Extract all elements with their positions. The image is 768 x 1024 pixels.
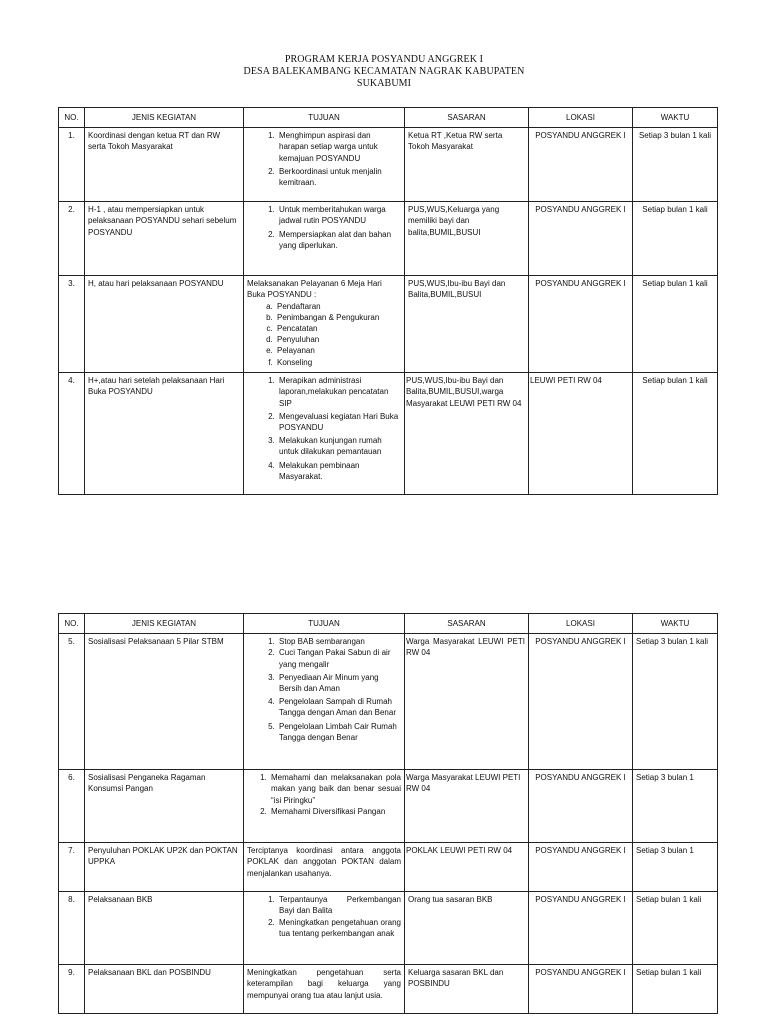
row-number: 8. — [59, 892, 85, 965]
title-line-3: SUKABUMI — [356, 78, 412, 89]
row-waktu: Setiap bulan 1 kali — [633, 373, 718, 495]
row-jenis: Pelaksanaan BKB — [85, 892, 244, 965]
tujuan-item: 1. Stop BAB sembarangan — [277, 636, 401, 647]
header-sasaran: SASARAN — [405, 614, 529, 634]
table-row — [59, 128, 718, 202]
tujuan-item: f. Konseling — [275, 357, 401, 368]
tujuan-item: 1. Untuk memberitahukan warga jadwal rutin POSYANDU — [277, 204, 401, 226]
row-tujuan — [244, 770, 405, 843]
row-number: 7. — [59, 843, 85, 892]
row-lokasi: POSYANDU ANGGREK I — [529, 128, 633, 202]
row-number: 4. — [59, 373, 85, 495]
tujuan-item: 2. Mempersiapkan alat dan bahan yang diperlukan. — [277, 229, 401, 251]
row-jenis: Penyuluhan POKLAK UP2K dan POKTAN UPPKA — [85, 843, 244, 892]
row-lokasi: POSYANDU ANGGREK I — [529, 843, 633, 892]
row-jenis: Sosialisasi Pelaksanaan 5 Pilar STBM — [85, 634, 244, 770]
row-number: 1. — [59, 128, 85, 202]
header-no: NO. — [59, 614, 85, 634]
table-row — [59, 276, 718, 373]
row-number: 5. — [59, 634, 85, 770]
row-sasaran: Orang tua sasaran BKB — [405, 892, 529, 965]
row-tujuan — [244, 892, 405, 965]
row-waktu: Setiap 3 bulan 1 — [633, 843, 718, 892]
row-jenis: Pelaksanaan BKL dan POSBINDU — [85, 965, 244, 1014]
table-row — [59, 843, 718, 892]
table-row — [59, 373, 718, 495]
tujuan-item: 5. Pengelolaan Limbah Cair Rumah Tangga dengan Benar — [277, 721, 401, 743]
row-jenis: Koordinasi dengan ketua RT dan RW serta Tokoh Masyarakat — [85, 128, 244, 202]
table-row — [59, 770, 718, 843]
row-lokasi: POSYANDU ANGGREK I — [529, 770, 633, 843]
tujuan-item: 2. Cuci Tangan Pakai Sabun di air yang mengalir — [277, 647, 401, 669]
row-lokasi: LEUWI PETI RW 04 — [529, 373, 633, 495]
header-tujuan: TUJUAN — [244, 614, 405, 634]
row-sasaran: Keluarga sasaran BKL dan POSBINDU — [405, 965, 529, 1014]
tujuan-item: 2. Memahami Diversifikasi Pangan — [269, 806, 401, 817]
row-sasaran: Warga Masyarakat LEUWI PETI RW 04 — [405, 770, 529, 843]
row-jenis: H-1 , atau mempersiapkan untuk pelaksanaan POSYANDU sehari sebelum POSYANDU — [85, 202, 244, 276]
row-sasaran: PUS,WUS,Ibu-ibu Bayi dan Balita,BUMIL,BUSUI,warga Masyarakat LEUWI PETI RW 04 — [405, 373, 529, 495]
tujuan-item: 2. Mengevaluasi kegiatan Hari Buka POSYANDU — [277, 411, 401, 433]
row-number: 2. — [59, 202, 85, 276]
row-lokasi: POSYANDU ANGGREK I — [529, 276, 633, 373]
header-jenis-kegiatan: JENIS KEGIATAN — [85, 614, 244, 634]
row-waktu: Setiap 3 bulan 1 kali — [633, 128, 718, 202]
document-title — [0, 54, 768, 90]
program-table-1 — [58, 107, 718, 495]
tujuan-item: 3. Melakukan kunjungan rumah untuk dilakukan pemantauan — [277, 435, 401, 457]
tujuan-item: 1. Merapikan administrasi laporan,melakukan pencatatan SIP — [277, 375, 401, 409]
row-lokasi: POSYANDU ANGGREK I — [529, 634, 633, 770]
program-table-2 — [58, 613, 718, 1014]
row-waktu: Setiap 3 bulan 1 — [633, 770, 718, 843]
row-sasaran: PUS,WUS,Ibu-ibu Bayi dan Balita,BUMIL,BUSUI — [405, 276, 529, 373]
row-number: 6. — [59, 770, 85, 843]
row-tujuan — [244, 276, 405, 373]
tujuan-item: 4. Pengelolaan Sampah di Rumah Tangga dengan Aman dan Benar — [277, 696, 401, 718]
tujuan-item: 1. Terpantaunya Perkembangan Bayi dan Balita — [277, 894, 401, 916]
tujuan-item: c. Pencatatan — [275, 323, 401, 334]
header-jenis-kegiatan: JENIS KEGIATAN — [85, 108, 244, 128]
row-lokasi: POSYANDU ANGGREK I — [529, 202, 633, 276]
row-waktu: Setiap bulan 1 kali — [633, 202, 718, 276]
row-waktu: Setiap 3 bulan 1 kali — [633, 634, 718, 770]
header-sasaran: SASARAN — [405, 108, 529, 128]
row-number: 3. — [59, 276, 85, 373]
header-waktu: WAKTU — [633, 614, 718, 634]
header-tujuan: TUJUAN — [244, 108, 405, 128]
row-sasaran: Warga Masyarakat LEUWI PETI RW 04 — [405, 634, 529, 770]
row-tujuan: Meningkatkan pengetahuan serta keterampilan bagi keluarga yang mempunyai orang tua atau lanjut usia. — [244, 965, 405, 1014]
row-jenis: Sosialisasi Penganeka Ragaman Konsumsi Pangan — [85, 770, 244, 843]
row-sasaran: Ketua RT ,Ketua RW serta Tokoh Masyarakat — [405, 128, 529, 202]
tujuan-item: 2. Berkoordinasi untuk menjalin kemitraan. — [277, 166, 401, 188]
table-header-row — [59, 614, 718, 634]
row-tujuan — [244, 373, 405, 495]
row-tujuan — [244, 634, 405, 770]
tujuan-item: 3. Penyediaan Air Minum yang Bersih dan Aman — [277, 672, 401, 694]
title-line-1: PROGRAM KERJA POSYANDU ANGGREK I — [284, 54, 484, 65]
header-waktu: WAKTU — [633, 108, 718, 128]
row-tujuan: Terciptanya koordinasi antara anggota POKLAK dan anggotan POKTAN dalam menjalankan usahanya. — [244, 843, 405, 892]
row-tujuan — [244, 128, 405, 202]
tujuan-item: e. Pelayanan — [275, 345, 401, 356]
row-tujuan — [244, 202, 405, 276]
tujuan-item: d. Penyuluhan — [275, 334, 401, 345]
row-jenis: H+,atau hari setelah pelaksanaan Hari Buka POSYANDU — [85, 373, 244, 495]
header-no: NO. — [59, 108, 85, 128]
header-lokasi: LOKASI — [529, 614, 633, 634]
row-waktu: Setiap bulan 1 kali — [633, 965, 718, 1014]
tujuan-item: 1. Menghimpun aspirasi dan harapan setiap warga untuk kemajuan POSYANDU — [277, 130, 401, 164]
table-row — [59, 965, 718, 1014]
row-lokasi: POSYANDU ANGGREK I — [529, 892, 633, 965]
row-jenis: H, atau hari pelaksanaan POSYANDU — [85, 276, 244, 373]
row-number: 9. — [59, 965, 85, 1014]
row-sasaran: PUS,WUS,Keluarga yang memiliki bayi dan balita,BUMIL,BUSUI — [405, 202, 529, 276]
tujuan-item: a. Pendaftaran — [275, 301, 401, 312]
row-waktu: Setiap bulan 1 kali — [633, 892, 718, 965]
table-row — [59, 202, 718, 276]
tujuan-intro: Melaksanakan Pelayanan 6 Meja Hari Buka POSYANDU : — [247, 279, 382, 300]
header-lokasi: LOKASI — [529, 108, 633, 128]
table-header-row — [59, 108, 718, 128]
row-sasaran: POKLAK LEUWI PETI RW 04 — [405, 843, 529, 892]
tujuan-item: 2. Meningkatkan pengetahuan orang tua tentang perkembangan anak — [277, 917, 401, 939]
title-line-2: DESA BALEKAMBANG KECAMATAN NAGRAK KABUPATEN — [243, 66, 525, 77]
tujuan-item: 4. Melakukan pembinaan Masyarakat. — [277, 460, 401, 482]
row-waktu: Setiap bulan 1 kali — [633, 276, 718, 373]
tujuan-item: b. Penimbangan & Pengukuran — [275, 312, 401, 323]
table-row — [59, 892, 718, 965]
tujuan-item: 1. Memahami dan melaksanakan pola makan yang baik dan benar sesuai “isi Piringku” — [269, 772, 401, 806]
row-lokasi: POSYANDU ANGGREK I — [529, 965, 633, 1014]
table-row — [59, 634, 718, 770]
